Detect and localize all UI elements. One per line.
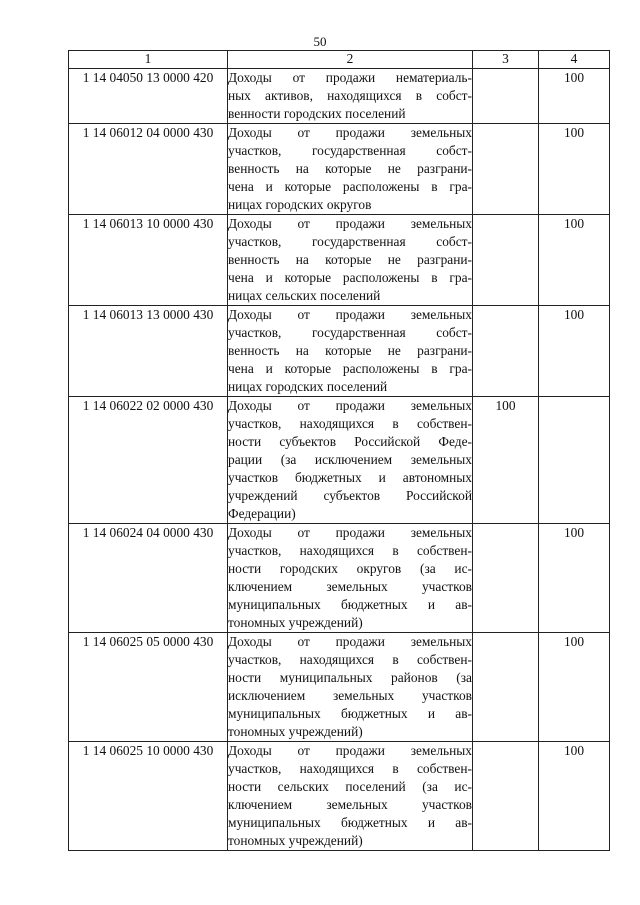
value-cell-col3 [473,124,539,215]
value-cell-col3 [473,633,539,742]
description-line: венность на которые не разграни- [228,252,472,267]
description-line: Доходы от продажи земельных [228,634,472,649]
description-line: ности сельских поселений (за ис- [228,779,472,794]
description-line: тономных учреждений) [228,615,363,630]
value-cell-col4 [539,633,610,742]
description-line: Федерации) [228,506,296,521]
description-line: Доходы от продажи земельных [228,216,472,231]
description-line: ности муниципальных районов (за [228,670,472,685]
revenue-code: 1 14 06025 05 0000 430 [69,633,228,742]
table-row [69,742,610,851]
description-line: венность на которые не разграни- [228,161,472,176]
value-amount: 100 [495,398,516,413]
description-line: чена и которые расположены в гра- [228,179,472,194]
description-line: тономных учреждений) [228,724,363,739]
description-line: муниципальных бюджетных и ав- [228,815,472,830]
value-cell-col3 [473,69,539,124]
revenue-code: 1 14 06024 04 0000 430 [69,524,228,633]
value-cell-col4 [539,397,610,524]
revenue-description [228,215,473,306]
column-header-1: 1 [69,51,228,69]
table-row [69,633,610,742]
revenue-table [68,50,610,851]
revenue-description [228,524,473,633]
table-row [69,397,610,524]
revenue-description [228,306,473,397]
description-line: Доходы от продажи земельных [228,307,472,322]
table-row [69,215,610,306]
revenue-code: 1 14 06025 10 0000 430 [69,742,228,851]
revenue-code: 1 14 06012 04 0000 430 [69,124,228,215]
value-amount: 100 [563,125,585,140]
description-line: Доходы от продажи земельных [228,125,472,140]
value-amount: 100 [563,307,585,322]
description-line: ных активов, находящихся в собст- [228,88,472,103]
description-line: муниципальных бюджетных и ав- [228,597,472,612]
page-number: 50 [313,34,327,49]
description-line: венность на которые не разграни- [228,343,472,358]
revenue-description [228,397,473,524]
value-cell-col3 [473,524,539,633]
table-row [69,124,610,215]
value-cell-col4 [539,124,610,215]
value-cell-col3 [473,397,539,524]
description-line: участков, находящихся в собствен- [228,543,472,558]
revenue-description [228,124,473,215]
column-header-4: 4 [539,51,610,69]
table-body [69,69,610,851]
description-line: ключением земельных участков [228,579,472,594]
table-row [69,306,610,397]
value-amount: 100 [563,525,585,540]
value-cell-col4 [539,69,610,124]
description-line: участков, государственная собст- [228,234,472,249]
description-line: ницах сельских поселений [228,288,381,303]
value-cell-col3 [473,215,539,306]
description-line: ности городских округов (за ис- [228,561,472,576]
value-cell-col4 [539,524,610,633]
description-line: исключением земельных участков [228,688,472,703]
description-line: венности городских поселений [228,106,406,121]
description-line: участков, государственная собст- [228,143,472,158]
description-line: муниципальных бюджетных и ав- [228,706,472,721]
table-header [69,51,610,69]
description-line: Доходы от продажи нематериаль- [228,70,472,85]
value-amount: 100 [563,216,585,231]
description-line: участков, находящихся в собствен- [228,761,472,776]
description-line: рации (за исключением земельных [228,452,472,467]
table-row [69,69,610,124]
description-line: ницах городских округов [228,197,372,212]
revenue-code: 1 14 04050 13 0000 420 [69,69,228,124]
table-row [69,524,610,633]
value-cell-col4 [539,306,610,397]
column-header-3: 3 [473,51,539,69]
value-cell-col4 [539,215,610,306]
revenue-description [228,633,473,742]
revenue-description [228,742,473,851]
column-header-2: 2 [228,51,473,69]
description-line: ности субъектов Российской Феде- [228,434,472,449]
revenue-code: 1 14 06022 02 0000 430 [69,397,228,524]
value-cell-col3 [473,306,539,397]
revenue-description [228,69,473,124]
description-line: тономных учреждений) [228,833,363,848]
value-amount: 100 [563,70,585,85]
description-line: Доходы от продажи земельных [228,398,472,413]
value-cell-col3 [473,742,539,851]
description-line: участков, находящихся в собствен- [228,416,472,431]
description-line: ницах городских поселений [228,379,388,394]
revenue-code: 1 14 06013 13 0000 430 [69,306,228,397]
description-line: чена и которые расположены в гра- [228,270,472,285]
description-line: чена и которые расположены в гра- [228,361,472,376]
revenue-code: 1 14 06013 10 0000 430 [69,215,228,306]
description-line: учреждений субъектов Российской [228,488,472,503]
value-cell-col4 [539,742,610,851]
value-amount: 100 [563,743,585,758]
description-line: участков, государственная собст- [228,325,472,340]
description-line: участков, находящихся в собствен- [228,652,472,667]
value-amount: 100 [563,634,585,649]
description-line: Доходы от продажи земельных [228,743,472,758]
description-line: Доходы от продажи земельных [228,525,472,540]
description-line: ключением земельных участков [228,797,472,812]
description-line: участков бюджетных и автономных [228,470,472,485]
